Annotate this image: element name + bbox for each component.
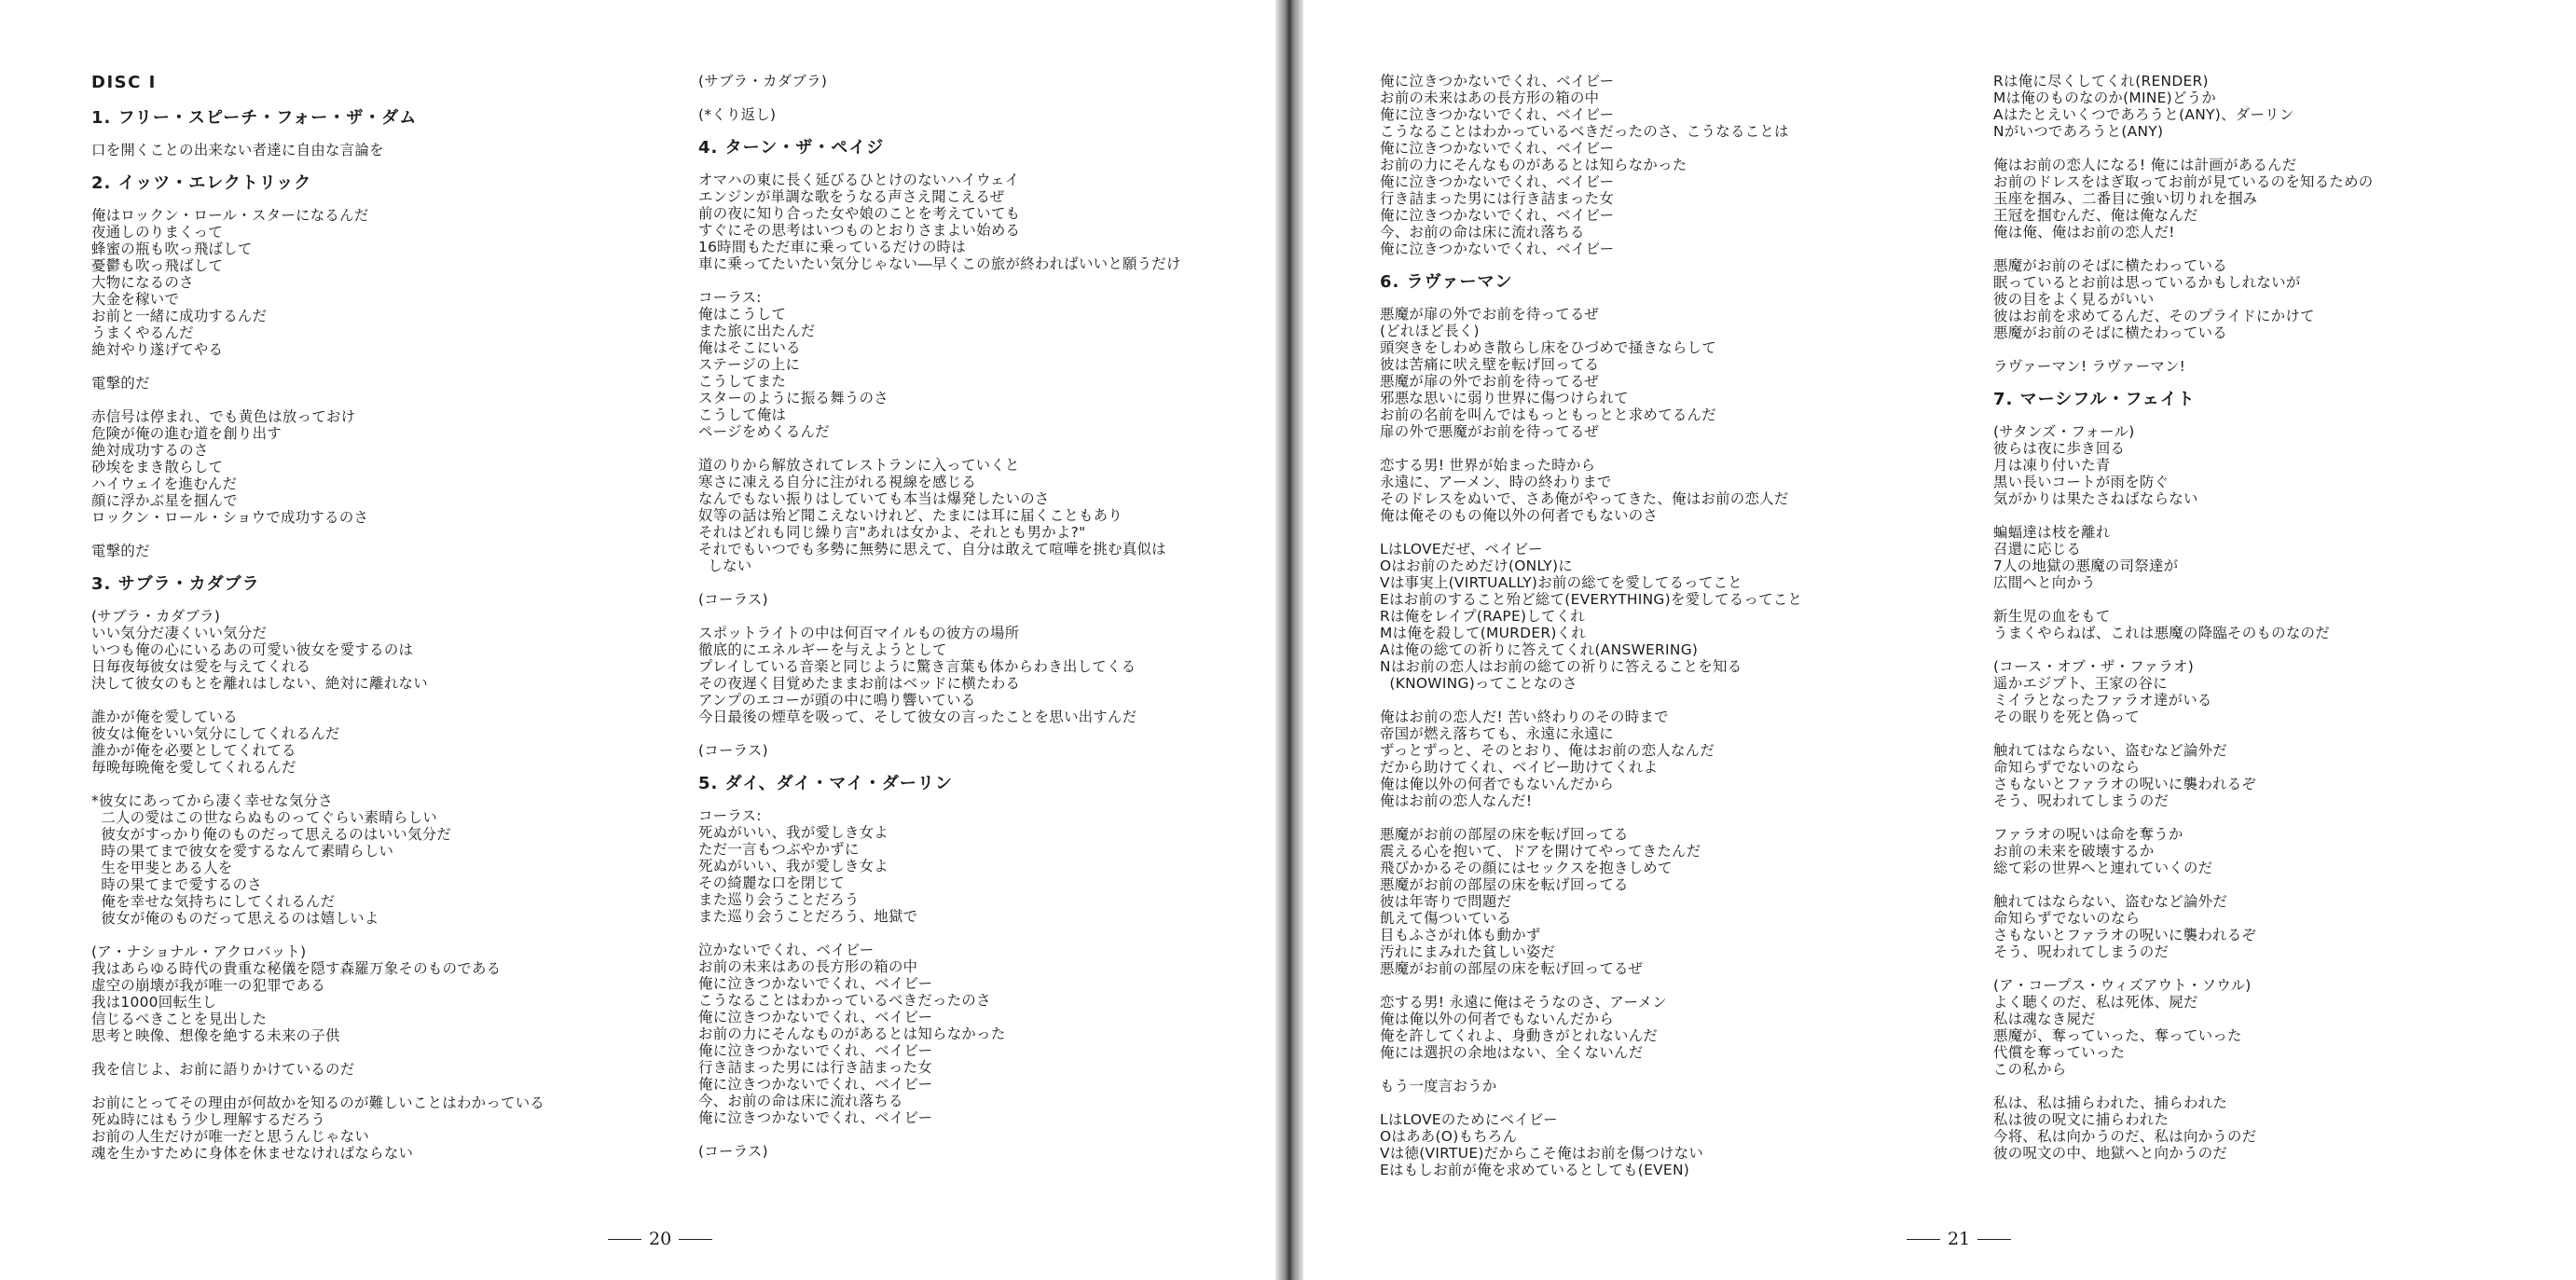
lyric-line: 邪悪な思いに弱り世界に傷つけられて [1380, 390, 1629, 406]
blank-line [1380, 977, 1977, 994]
lyric-line: 誰かが俺を愛している [91, 709, 238, 725]
lyric-line: 口を開くことの出来ない者達に自由な言論を [91, 142, 384, 158]
lyric-line: 俺を幸せな気持ちにしてくれるんだ [91, 893, 336, 910]
lyric-line: 決して彼女のもとを離れはしない、絶対に離れない [91, 675, 428, 692]
blank-line [91, 392, 651, 408]
lyric-line: Mは俺のものなのか(MINE)どうか [1993, 89, 2217, 106]
lyric-line: また巡り会うことだろう [698, 891, 860, 908]
lyric-line: お前にとってその理由が何故かを知るのが難しいことはわかっている [91, 1094, 545, 1111]
lyric-line: (コース・オブ・ザ・ファラオ) [1993, 658, 2195, 675]
lyric-line: そのドレスをぬいで、さあ俺がやってきた、俺はお前の恋人だ [1380, 490, 1789, 507]
lyric-line: 私は魂なき屍だ [1993, 1011, 2096, 1027]
blank-line [1380, 1094, 1977, 1111]
lyric-line: 悪魔が扉の外でお前を待ってるぜ [1380, 306, 1599, 323]
blank-line [1993, 960, 2553, 977]
lyric-line: その夜遅く目覚めたままお前はベッドに横たわる [698, 675, 1021, 692]
lyric-line: 電撃的だ [91, 375, 150, 392]
page-number-left [608, 1229, 712, 1249]
lyric-line: お前の力にそんなものがあるとは知らなかった [1380, 157, 1687, 173]
lyric-line: 俺に泣きつかないでくれ、ベイビー [1380, 241, 1615, 257]
lyric-line: Aはたとえいくつであろうと(ANY)、ダーリン [1993, 106, 2294, 123]
lyric-line: 眠っているとお前は思っているかもしれないが [1993, 274, 2301, 291]
lyric-line: 誰かが俺を必要としてくれてる [91, 742, 296, 759]
lyric-line: Eはもしお前が俺を求めているとしても(EVEN) [1380, 1162, 1690, 1178]
blank-line [698, 272, 1258, 289]
lyric-line: 今日最後の煙草を吸って、そして彼女の言ったことを思い出すんだ [698, 709, 1137, 725]
lyric-line: Eはお前のすること殆ど総て(EVERYTHING)を愛してるってこと [1380, 591, 1803, 608]
lyric-line: 我はあらゆる時代の貴重な秘儀を隠す森羅万象そのものである [91, 960, 502, 977]
lyric-line: 俺はお前の恋人になる! 俺には計画があるんだ [1993, 157, 2297, 173]
lyric-line: Aは俺の総ての祈りに答えてくれ(ANSWERING) [1380, 641, 1699, 658]
lyric-line: (コーラス) [698, 591, 768, 608]
song-title: 3. サブラ・カダブラ [91, 574, 260, 594]
disc-label: DISC I [91, 73, 157, 92]
lyric-line: 召還に応じる [1993, 541, 2082, 557]
lyric-line: 気がかりは果たさねばならない [1993, 490, 2198, 507]
lyric-line: 俺に泣きつかないでくれ、ベイビー [698, 1042, 933, 1059]
lyric-line: それでもいつでも多勢に無勢に思えて、自分は敢えて喧嘩を挑む真似は [698, 541, 1166, 557]
lyric-line: 憂鬱も吹っ飛ばして [91, 257, 224, 274]
right-page-column-2 [1993, 73, 2553, 1162]
blank-line [698, 608, 1258, 625]
lyric-line: 徹底的にエネルギーを与えようとして [698, 641, 947, 658]
blank-line [91, 1044, 651, 1061]
lyric-line: 車に乗ってたいたい気分じゃない―早くこの旅が終わればいいと願うだけ [698, 255, 1181, 272]
lyric-line: 今、お前の命は床に流れ落ちる [698, 1093, 903, 1109]
lyric-line: 俺はお前の恋人なんだ! [1380, 792, 1533, 809]
lyric-line: 絶対やり遂げてやる [91, 341, 224, 358]
lyric-line: 行き詰まった男には行き詰まった女 [1380, 190, 1615, 207]
lyric-line: 奴等の話は殆ど聞こえないけれど、たまには耳に届くこともあり [698, 507, 1123, 524]
lyric-line: 赤信号は停まれ、でも黄色は放っておけ [91, 408, 356, 425]
lyric-line: 顔に浮かぶ星を掴んで [91, 492, 238, 509]
lyric-line: ミイラとなったファラオ達がいる [1993, 692, 2212, 709]
lyric-line: ロックン・ロール・ショウで成功するのさ [91, 509, 369, 526]
lyric-line: 死ぬがいい、我が愛しき女よ [698, 824, 889, 841]
lyric-line: 私は、私は捕らわれた、捕らわれた [1993, 1094, 2228, 1111]
blank-line [91, 358, 651, 375]
blank-line [1380, 1061, 1977, 1078]
lyric-line: 死ぬ時にはもう少し理解するだろう [91, 1111, 326, 1128]
lyric-line: アンプのエコーが頭の中に鳴り響いている [698, 692, 976, 709]
lyric-line: 道のりから解放されてレストランに入っていくと [698, 457, 1020, 474]
lyric-line: 悪魔がお前の部屋の床を転げ回ってる [1380, 876, 1629, 893]
lyric-line: (KNOWING)ってことなのさ [1380, 675, 1577, 692]
lyric-line: 我は1000回転生し [91, 994, 217, 1011]
page-number-dash [1977, 1239, 2011, 1240]
lyric-line: だから助けてくれ、ベイビー助けてくれよ [1380, 759, 1659, 776]
blank-line [1993, 341, 2553, 358]
lyric-line: 魂を生かすために身体を休ませなければならない [91, 1145, 414, 1162]
lyric-line: 俺は俺以外の何者でもないんだから [1380, 776, 1615, 792]
lyric-line: 私は彼の呪文に捕らわれた [1993, 1111, 2170, 1128]
lyric-line: (サタンズ・フォール) [1993, 423, 2135, 440]
lyric-line: お前の未来を破壊するか [1993, 843, 2155, 860]
lyric-line: 玉座を掴み、二番目に強い切りれを掴み [1993, 190, 2258, 207]
blank-line [1380, 809, 1977, 826]
lyric-line: 今、お前の命は床に流れ落ちる [1380, 224, 1585, 241]
lyric-line: 目もふさがれ体も動かず [1380, 927, 1541, 943]
lyric-line: 7人の地獄の悪魔の司祭達が [1993, 557, 2179, 574]
lyric-line: 俺に泣きつかないでくれ、ベイビー [1380, 140, 1615, 157]
lyric-line: また巡り会うことだろう、地獄で [698, 908, 918, 925]
lyric-line: 俺に泣きつかないでくれ、ベイビー [698, 1076, 933, 1093]
blank-line [1993, 725, 2553, 742]
lyric-line: 今将、私は向かうのだ、私は向かうのだ [1993, 1128, 2257, 1145]
lyric-line: 恋する男! 永遠に俺はそうなのさ、アーメン [1380, 994, 1667, 1011]
lyric-line: 俺に泣きつかないでくれ、ベイビー [1380, 73, 1615, 89]
lyric-line: 彼らは夜に歩き回る [1993, 440, 2126, 457]
lyric-line: 俺に泣きつかないでくれ、ベイビー [698, 1009, 933, 1025]
lyric-line: 前の夜に知り合った女や娘のことを考えていても [698, 205, 1021, 222]
lyric-line: Vは徳(VIRTUE)だからこそ俺はお前を傷つけない [1380, 1145, 1704, 1162]
lyric-line: 大金を稼いで [91, 291, 180, 308]
lyric-line: プレイしている音楽と同じように驚き言葉も体からわき出してくる [698, 658, 1136, 675]
lyric-line: (どれほど長く) [1380, 323, 1480, 339]
blank-line [1993, 809, 2553, 826]
lyric-line: うまくやらねば、これは悪魔の降臨そのものなのだ [1993, 625, 2330, 641]
lyric-line: 危険が俺の進む道を創り出す [91, 425, 282, 442]
blank-line [698, 725, 1258, 742]
page-number-dash [608, 1239, 641, 1240]
lyric-line: よく聴くのだ、私は死体、屍だ [1993, 994, 2198, 1011]
lyric-line: ずっとずっと、そのとおり、俺はお前の恋人なんだ [1380, 742, 1715, 759]
lyric-line: 俺に泣きつかないでくれ、ベイビー [698, 1109, 933, 1126]
blank-line [1993, 591, 2553, 608]
lyric-line: すぐにその思考はいつものとおりさまよい始める [698, 222, 1021, 239]
lyric-line: ラヴァーマン! ラヴァーマン! [1993, 358, 2186, 375]
lyric-line: Nがいつであろうと(ANY) [1993, 123, 2164, 140]
lyric-line: いい気分だ凄くいい気分だ [91, 625, 268, 641]
lyric-line: 総て彩の世界へと連れていくのだ [1993, 860, 2213, 876]
lyric-line: 彼の呪文の中、地獄へと向かうのだ [1993, 1145, 2228, 1162]
lyric-line: 生を甲斐とある人を [91, 860, 233, 876]
lyric-line: 悪魔がお前のそばに横たわっている [1993, 257, 2227, 274]
song-title: 7. マーシフル・フェイト [1993, 390, 2196, 409]
lyric-line: うまくやるんだ [91, 324, 194, 341]
lyric-line: 16時間もただ車に乗っているだけの時は [698, 239, 966, 255]
lyric-line: *彼女にあってから凄く幸せな気分さ [91, 792, 333, 809]
lyric-line: ハイウェイを進むんだ [91, 475, 238, 492]
lyric-line: Rは俺に尽くしてくれ(RENDER) [1993, 73, 2209, 89]
lyric-line: 蜂蜜の瓶も吹っ飛ばして [91, 241, 253, 257]
lyric-line: その眠りを死と偽って [1993, 709, 2140, 725]
lyric-line: お前と一緒に成功するんだ [91, 308, 268, 324]
lyric-line: 新生児の血をもて [1993, 608, 2111, 625]
lyric-line: 飛びかかるその顔にはセックスを抱きしめて [1380, 860, 1673, 876]
lyric-line: 俺に泣きつかないでくれ、ベイビー [1380, 207, 1615, 224]
lyric-line: 触れてはならない、盗むなど論外だ [1993, 742, 2228, 759]
blank-line [698, 925, 1258, 942]
lyric-line: 死ぬがいい、我が愛しき女よ [698, 858, 889, 874]
lyric-line: こうして俺は [698, 406, 787, 423]
lyric-line: 彼女がすっかり俺のものだって思えるのはいい気分だ [91, 826, 452, 843]
blank-line [91, 776, 651, 792]
lyric-line: スポットライトの中は何百マイルもの彼方の場所 [698, 625, 1020, 641]
lyric-line: しない [698, 557, 752, 574]
lyric-line: その綺麗な口を閉じて [698, 874, 845, 891]
lyric-line: いつも俺の心にいるあの可愛い彼女を愛するのは [91, 641, 414, 658]
lyric-line: 帝国が燃え落ちても、永遠に永遠に [1380, 725, 1614, 742]
lyric-line: 我を信じよ、お前に語りかけているのだ [91, 1061, 355, 1078]
lyric-line: 俺を許してくれよ、身動きがとれないんだ [1380, 1027, 1659, 1044]
lyric-line: 日毎夜毎彼女は愛を与えてくれる [91, 658, 311, 675]
lyric-line: (サブラ・カダブラ) [698, 73, 828, 89]
lyric-line: 夜通しのりまくって [91, 224, 223, 241]
lyric-line: Mは俺を殺して(MURDER)くれ [1380, 625, 1587, 641]
lyric-line: 俺は俺そのもの俺以外の何者でもないのさ [1380, 507, 1659, 524]
right-page [1303, 0, 2576, 1280]
lyric-line: 俺はこうして [698, 306, 787, 323]
lyric-line: こうなることはわかっているべきだったのさ [698, 992, 991, 1009]
lyric-line: 広間へと向かう [1993, 574, 2096, 591]
lyric-line: Vは事実上(VIRTUALLY)お前の総てを愛してるってこと [1380, 574, 1743, 591]
lyric-line: 俺に泣きつかないでくれ、ベイビー [698, 975, 933, 992]
lyric-line: お前のドレスをはぎ取ってお前が見ているのを知るための [1993, 173, 2374, 190]
lyric-line: 悪魔が、奪っていった、奪っていった [1993, 1027, 2242, 1044]
lyric-line: Oはああ(O)もちろん [1380, 1128, 1518, 1145]
left-page-column-2 [698, 73, 1258, 1160]
blank-line [1993, 641, 2553, 658]
lyric-line: 俺はそこにいる [698, 339, 801, 356]
lyric-line: ページをめくるんだ [698, 423, 830, 440]
blank-line [1380, 692, 1977, 709]
lyric-line: 代償を奪っていった [1993, 1044, 2126, 1061]
blank-line [91, 526, 651, 543]
lyric-line: 俺には選択の余地はない、全くないんだ [1380, 1044, 1644, 1061]
lyric-line: 悪魔が扉の外でお前を待ってるぜ [1380, 373, 1599, 390]
left-page-column-1 [91, 73, 651, 1162]
lyric-line: お前の未来はあの長方形の箱の中 [698, 958, 918, 975]
lyric-line: さもないとファラオの呪いに襲われるぞ [1993, 927, 2257, 943]
blank-line [1993, 1078, 2553, 1094]
lyric-line: 俺はお前の恋人だ! 苦い終わりのその時まで [1380, 709, 1669, 725]
lyric-line: お前の未来はあの長方形の箱の中 [1380, 89, 1600, 106]
song-title: 1. フリー・スピーチ・フォー・ザ・ダム [91, 108, 418, 128]
lyric-line: 寒さに凍える自分に注がれる視線を感じる [698, 474, 977, 490]
lyric-line: 遥かエジプト、王家の谷に [1993, 675, 2168, 692]
lyric-line: 二人の愛はこの世ならぬものってぐらい素晴らしい [91, 809, 438, 826]
lyric-line: 信じるべきことを見出した [91, 1011, 268, 1027]
lyric-line: ただ一言もつぶやかずに [698, 841, 860, 858]
lyric-line: 彼は苦痛に吠え壁を転げ回ってる [1380, 356, 1600, 373]
lyric-line: 悪魔がお前のそばに横たわっている [1993, 324, 2227, 341]
song-title: 4. ターン・ザ・ペイジ [698, 138, 885, 158]
lyric-line: さもないとファラオの呪いに襲われるぞ [1993, 776, 2257, 792]
lyric-line: 震える心を抱いて、ドアを開けてやってきたんだ [1380, 843, 1701, 860]
lyric-line: 俺に泣きつかないでくれ、ベイビー [1380, 173, 1615, 190]
lyric-line: この私から [1993, 1061, 2067, 1078]
book-gutter [1275, 0, 1303, 1280]
lyric-line: 彼女が俺のものだって思えるのは嬉しいよ [91, 910, 379, 927]
lyric-line: 電撃的だ [91, 543, 150, 559]
blank-line [1993, 876, 2553, 893]
lyric-line: 王冠を掴むんだ、俺は俺なんだ [1993, 207, 2198, 224]
lyric-line: 思考と映像、想像を絶する未来の子供 [91, 1027, 340, 1044]
lyric-line: 触れてはならない、盗むなど論外だ [1993, 893, 2228, 910]
left-page [0, 0, 1275, 1280]
blank-line [1380, 440, 1977, 457]
song-title: 5. ダイ、ダイ・マイ・ダーリン [698, 774, 953, 793]
lyric-line: 飢えて傷ついている [1380, 910, 1512, 927]
blank-line [1380, 524, 1977, 541]
lyric-line: 俺に泣きつかないでくれ、ベイビー [1380, 106, 1615, 123]
lyric-line: (ア・ナショナル・アクロバット) [91, 943, 307, 960]
lyric-line: オマハの東に長く延びるひとけのないハイウェイ [698, 172, 1020, 188]
lyric-line: 俺は俺、俺はお前の恋人だ! [1993, 224, 2175, 241]
lyric-line: それはどれも同じ繰り言"あれは女かよ、それとも男かよ?" [698, 524, 1086, 541]
song-title: 6. ラヴァーマン [1380, 272, 1513, 292]
right-page-column-1 [1380, 73, 1977, 1178]
lyric-line: そう、呪われてしまうのだ [1993, 943, 2170, 960]
lyric-line: (*くり返し) [698, 106, 777, 123]
lyric-line: (コーラス) [698, 742, 768, 759]
lyric-line: 虚空の崩壊が我が唯一の犯罪である [91, 977, 326, 994]
lyric-line: そう、呪われてしまうのだ [1993, 792, 2170, 809]
lyric-line: 俺は俺以外の何者でもないんだから [1380, 1011, 1615, 1027]
lyric-line: 俺はロックン・ロール・スターになるんだ [91, 207, 369, 224]
blank-line [1993, 140, 2553, 157]
page-number-text: 21 [1948, 1229, 1971, 1249]
lyric-line: 泣かないでくれ、ベイビー [698, 942, 875, 958]
lyric-line: コーラス: [698, 289, 762, 306]
lyric-line: 絶対成功するのさ [91, 442, 209, 459]
lyric-line: スターのように振る舞うのさ [698, 390, 889, 406]
blank-line [698, 440, 1258, 457]
lyric-line: 彼はお前を求めてるんだ、そのプライドにかけて [1993, 308, 2315, 324]
lyric-line: 時の果てまで愛するのさ [91, 876, 262, 893]
lyric-line: 砂埃をまき散らして [91, 459, 224, 475]
lyric-line: エンジンが単調な歌をうなる声さえ聞こえるぜ [698, 188, 1005, 205]
lyric-line: 悪魔がお前の部屋の床を転げ回ってる [1380, 826, 1629, 843]
lyric-line: 月は凍り付いた青 [1993, 457, 2111, 474]
page-number-text: 20 [649, 1229, 672, 1249]
lyric-line: (コーラス) [698, 1143, 768, 1160]
lyric-line: コーラス: [698, 807, 762, 824]
lyric-line: (サブラ・カダブラ) [91, 608, 221, 625]
page-number-right [1907, 1229, 2011, 1249]
lyric-line: なんでもない振りはしていても本当は爆発したいのさ [698, 490, 1050, 507]
page-number-dash [1907, 1239, 1940, 1240]
page-number-dash [679, 1239, 712, 1240]
lyric-line: Oはお前のためだけ(ONLY)に [1380, 557, 1573, 574]
lyric-line: 彼女は俺をいい気分にしてくれるんだ [91, 725, 340, 742]
blank-line [698, 574, 1258, 591]
blank-line [91, 1078, 651, 1094]
lyric-line: 恋する男! 世界が始まった時から [1380, 457, 1596, 474]
lyric-line: お前の人生だけが唯一だと思うんじゃない [91, 1128, 370, 1145]
lyric-line: もう一度言おうか [1380, 1078, 1497, 1094]
lyric-line: 彼の目をよく見るがいい [1993, 291, 2155, 308]
lyric-line: Nはお前の恋人はお前の総ての祈りに答えることを知る [1380, 658, 1743, 675]
lyric-line: 悪魔がお前の部屋の床を転げ回ってるぜ [1380, 960, 1643, 977]
lyric-line: 命知らずでないのなら [1993, 759, 2141, 776]
blank-line [91, 692, 651, 709]
lyric-line: また旅に出たんだ [698, 323, 816, 339]
lyric-line: 命知らずでないのなら [1993, 910, 2141, 927]
lyric-line: 頭突きをしわめき散らし床をひづめで掻きならして [1380, 339, 1716, 356]
blank-line [698, 89, 1258, 106]
lyric-line: ステージの上に [698, 356, 801, 373]
lyric-line: LはLOVEだぜ、ベイビー [1380, 541, 1543, 557]
song-title: 2. イッツ・エレクトリック [91, 173, 312, 193]
lyric-line: 行き詰まった男には行き詰まった女 [698, 1059, 933, 1076]
lyric-line: 黒い長いコートが雨を防ぐ [1993, 474, 2170, 490]
lyric-line: ファラオの呪いは命を奪うか [1993, 826, 2183, 843]
lyric-line: 蝙蝠達は枝を離れ [1993, 524, 2111, 541]
lyric-line: お前の力にそんなものがあるとは知らなかった [698, 1025, 1006, 1042]
lyric-line: LはLOVEのためにベイビー [1380, 1111, 1558, 1128]
blank-line [698, 1126, 1258, 1143]
lyric-line: 毎晩毎晩俺を愛してくれるんだ [91, 759, 296, 776]
lyric-line: 汚れにまみれた貧しい姿だ [1380, 943, 1556, 960]
lyric-line: Rは俺をレイプ(RAPE)してくれ [1380, 608, 1586, 625]
lyric-line: 永遠に、アーメン、時の終わりまで [1380, 474, 1612, 490]
blank-line [1993, 507, 2553, 524]
lyric-line: 時の果てまで彼女を愛するなんて素晴らしい [91, 843, 394, 860]
lyric-line: お前の名前を叫んではもっともっとと求めてるんだ [1380, 406, 1716, 423]
lyric-line: 彼は年寄りで問題だ [1380, 893, 1512, 910]
lyric-line: (ア・コープス・ウィズアウト・ソウル) [1993, 977, 2252, 994]
lyric-line: こうしてまた [698, 373, 787, 390]
lyric-line: こうなることはわかっているべきだったのさ、こうなることは [1380, 123, 1789, 140]
blank-line [91, 927, 651, 943]
blank-line [1993, 241, 2553, 257]
lyric-line: 扉の外で悪魔がお前を待ってるぜ [1380, 423, 1599, 440]
lyric-line: 大物になるのさ [91, 274, 194, 291]
